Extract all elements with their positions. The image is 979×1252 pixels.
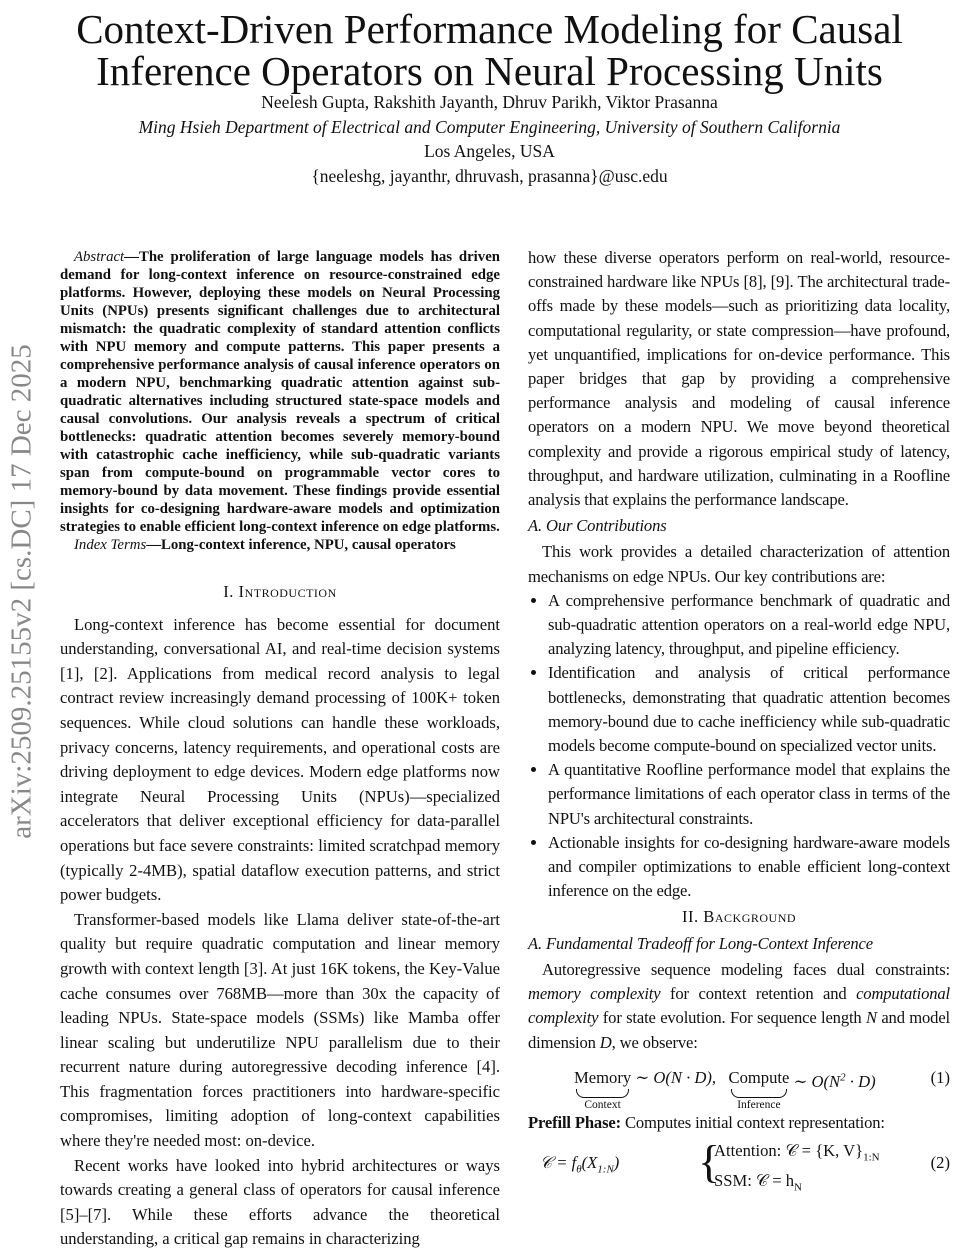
eq-term: N xyxy=(794,1181,802,1194)
paragraph: how these diverse operators perform on real-world, resource-constrained hardware like NPUs [8], [9]. The architectural trade-offs made by these models—such as prioritizing data locality, computational regularity, or state compression—have profound, yet unquantified, implications for on-device performance. This paper bridges that gap by providing a comprehensive performance analysis and modeling of causal inference operators on a modern NPU. We move beyond theoretical complexity and provide a rigorous empirical study of latency, throughput, and hardware utilization, culminating in a Roofline analysis that explains the performance landscape. xyxy=(528,248,950,510)
affiliation: Ming Hsieh Department of Electrical and Computer Engineering, University of Southern California xyxy=(138,116,841,137)
eq-term: ∼ O(N · D), xyxy=(635,1067,717,1087)
eq-case: SSM: 𝒞 = h xyxy=(714,1171,795,1191)
eq-underlabel: Inference xyxy=(737,1098,781,1111)
eq-term: Compute xyxy=(728,1067,790,1087)
eq-term: (X xyxy=(581,1152,598,1172)
title-line: Inference Operators on Neural Processing Units xyxy=(96,48,883,94)
run-in-heading: Prefill Phase: xyxy=(528,1112,621,1132)
index-terms xyxy=(60,536,500,554)
paragraph: This work provides a detailed characterization of attention mechanisms on edge NPUs. Our key contributions are: xyxy=(528,542,950,586)
text: N xyxy=(866,1008,877,1028)
location: Los Angeles, USA xyxy=(424,141,555,161)
author-names: Neelesh Gupta, Rakshith Jayanth, Dhruv Parikh, Viktor Prasanna xyxy=(261,92,718,112)
right-column xyxy=(528,246,950,1194)
text: D xyxy=(599,1032,612,1052)
equation-number: (1) xyxy=(930,1067,950,1087)
section-heading: I. Introduction xyxy=(223,582,337,601)
underbrace-memory xyxy=(574,1067,631,1112)
eq-term: 𝒞 = f xyxy=(540,1152,577,1172)
equation-number: (2) xyxy=(930,1152,950,1172)
eq-term: ∼ O(N xyxy=(793,1072,841,1092)
text: , we observe: xyxy=(611,1032,698,1052)
text: Autoregressive sequence modeling faces dual constraints: xyxy=(542,959,950,979)
underbrace-compute xyxy=(729,1067,790,1112)
text: Computes initial context representation: xyxy=(620,1112,885,1132)
eq-case: Attention: 𝒞 = {K, V} xyxy=(714,1140,864,1160)
section-heading: II. Background xyxy=(681,907,797,927)
equation-2: 𝒞 = $f_\theta(X_{1:N})$ { Attention: 𝒞 = {K, $V\}_{1:N}$ SSM: 𝒞 = $h_N$ (2) xyxy=(540,1135,950,1194)
abstract-text: —The proliferation of large language models has driven demand for long-context inference on resource-constrained edge platforms. However, deploying these models on Neural Processing Units (NPUs) presents significant challenges due to architectural mismatch: the quadratic complexity of standard attention conflicts with NPU memory and compute patterns. This paper presents a comprehensive performance analysis of causal inference operators on a modern NPU, benchmarking quadratic attention against sub-quadratic alternatives including structured state-space models and causal convolutions. Our analysis reveals a spectrum of critical bottlenecks: quadratic attention becomes severely memory-bound with catastrophic cache inefficiency, while sub-quadratic variants span from compute-bound on programmable vector cores to memory-bound by data movement. These findings provide essential insights for co-designing hardware-aware models and optimization strategies to enable efficient long-context inference on edge platforms. xyxy=(60,249,500,535)
paragraph: Transformer-based models like Llama deliver state-of-the-art quality but require quadratic computation and linear memory growth with context length [3]. At just 16K tokens, the Key-Value cache consumes over 768MB—more than 30x the capacity of leading NPUs. State-space models (SSMs) like Mamba offer linear scaling but underutilize NPU parallelism due to their recurrent nature during autoregressive decoding inference [4]. This fragmentation forces practitioners into hardware-specific compromises, limiting adoption of long-context capabilities where they're needed most: on-device. xyxy=(60,909,500,1151)
text: for context retention and xyxy=(660,984,857,1004)
text: for state evolution. For sequence length xyxy=(598,1008,866,1028)
eq-term: · D) xyxy=(845,1072,876,1092)
abstract xyxy=(60,248,500,536)
paragraph: Recent works have looked into hybrid architectures or ways towards creating a general class of operators for causal inference [5]–[7]. While these efforts advance the theoretical understanding, a critical gap remains in characterizing xyxy=(60,1155,500,1249)
list-item: • Identification and analysis of critical performance bottlenecks, demonstrating that quadratic attention becomes memory-bound due to cache inefficiency while sub-quadratic models become compute-bound on specialized vector units. xyxy=(548,661,950,758)
author-emails: {neeleshg, jayanthr, dhruvash, prasanna}@usc.edu xyxy=(311,165,668,186)
subsection-heading: A. Fundamental Tradeoff for Long-Context Inference xyxy=(528,933,873,953)
index-terms-text: —Long-context inference, NPU, causal operators xyxy=(146,537,456,553)
subsection-heading: A. Our Contributions xyxy=(528,516,667,536)
eq-term: 2 xyxy=(840,1071,846,1084)
paragraph: Long-context inference has become essential for document understanding, conversational AI, and real-time decision systems [1], [2]. Applications from medical record analysis to legal contract review increasingly demand processing of 100K+ token sequences. While cloud solutions can handle these workloads, privacy concerns, latency requirements, and operational costs are driving deployment to edge devices. Modern edge platforms now integrate Neural Processing Units (NPUs)—specialized accelerators that deliver exceptional efficiency for data-parallel operations but face severe constraints: limited scratchpad memory (typically 2-4MB), spatial dataflow execution patterns, and strict power budgets. xyxy=(60,614,500,905)
author-block xyxy=(0,90,979,188)
eq-term: θ xyxy=(576,1163,582,1176)
eq-term: Memory xyxy=(574,1067,632,1087)
equation-1 xyxy=(528,1067,950,1115)
eq-term: 1:N xyxy=(597,1163,614,1176)
list-item: • A quantitative Roofline performance model that explains the performance limitations of each operator class in terms of the NPU's architectural constraints. xyxy=(548,758,950,831)
eq-term: ) xyxy=(613,1152,620,1172)
arxiv-stamp: arXiv:2509.25155v2 [cs.DC] 17 Dec 2025 xyxy=(5,344,38,839)
title-line: Context-Driven Performance Modeling for Causal xyxy=(76,6,903,52)
left-column xyxy=(60,248,500,1252)
list-item: • A comprehensive performance benchmark of quadratic and sub-quadratic attention operators on a real-world edge NPU, analyzing latency, throughput, and pipeline efficiency. xyxy=(548,589,950,662)
contribution-list xyxy=(528,589,950,904)
abstract-label: Abstract xyxy=(74,249,125,265)
index-terms-label: Index Terms xyxy=(74,537,147,553)
text: computational complexity xyxy=(528,984,950,1028)
eq-underlabel: Context xyxy=(584,1098,621,1111)
text: and model dimension xyxy=(528,1008,950,1052)
text: memory complexity xyxy=(528,984,661,1004)
list-item: • Actionable insights for co-designing hardware-aware models and compiler optimizations to enable efficient long-context inference on the edge. xyxy=(548,831,950,904)
eq-term: 1:N xyxy=(863,1151,880,1164)
paragraph xyxy=(528,958,950,1055)
paper-title xyxy=(0,8,979,92)
